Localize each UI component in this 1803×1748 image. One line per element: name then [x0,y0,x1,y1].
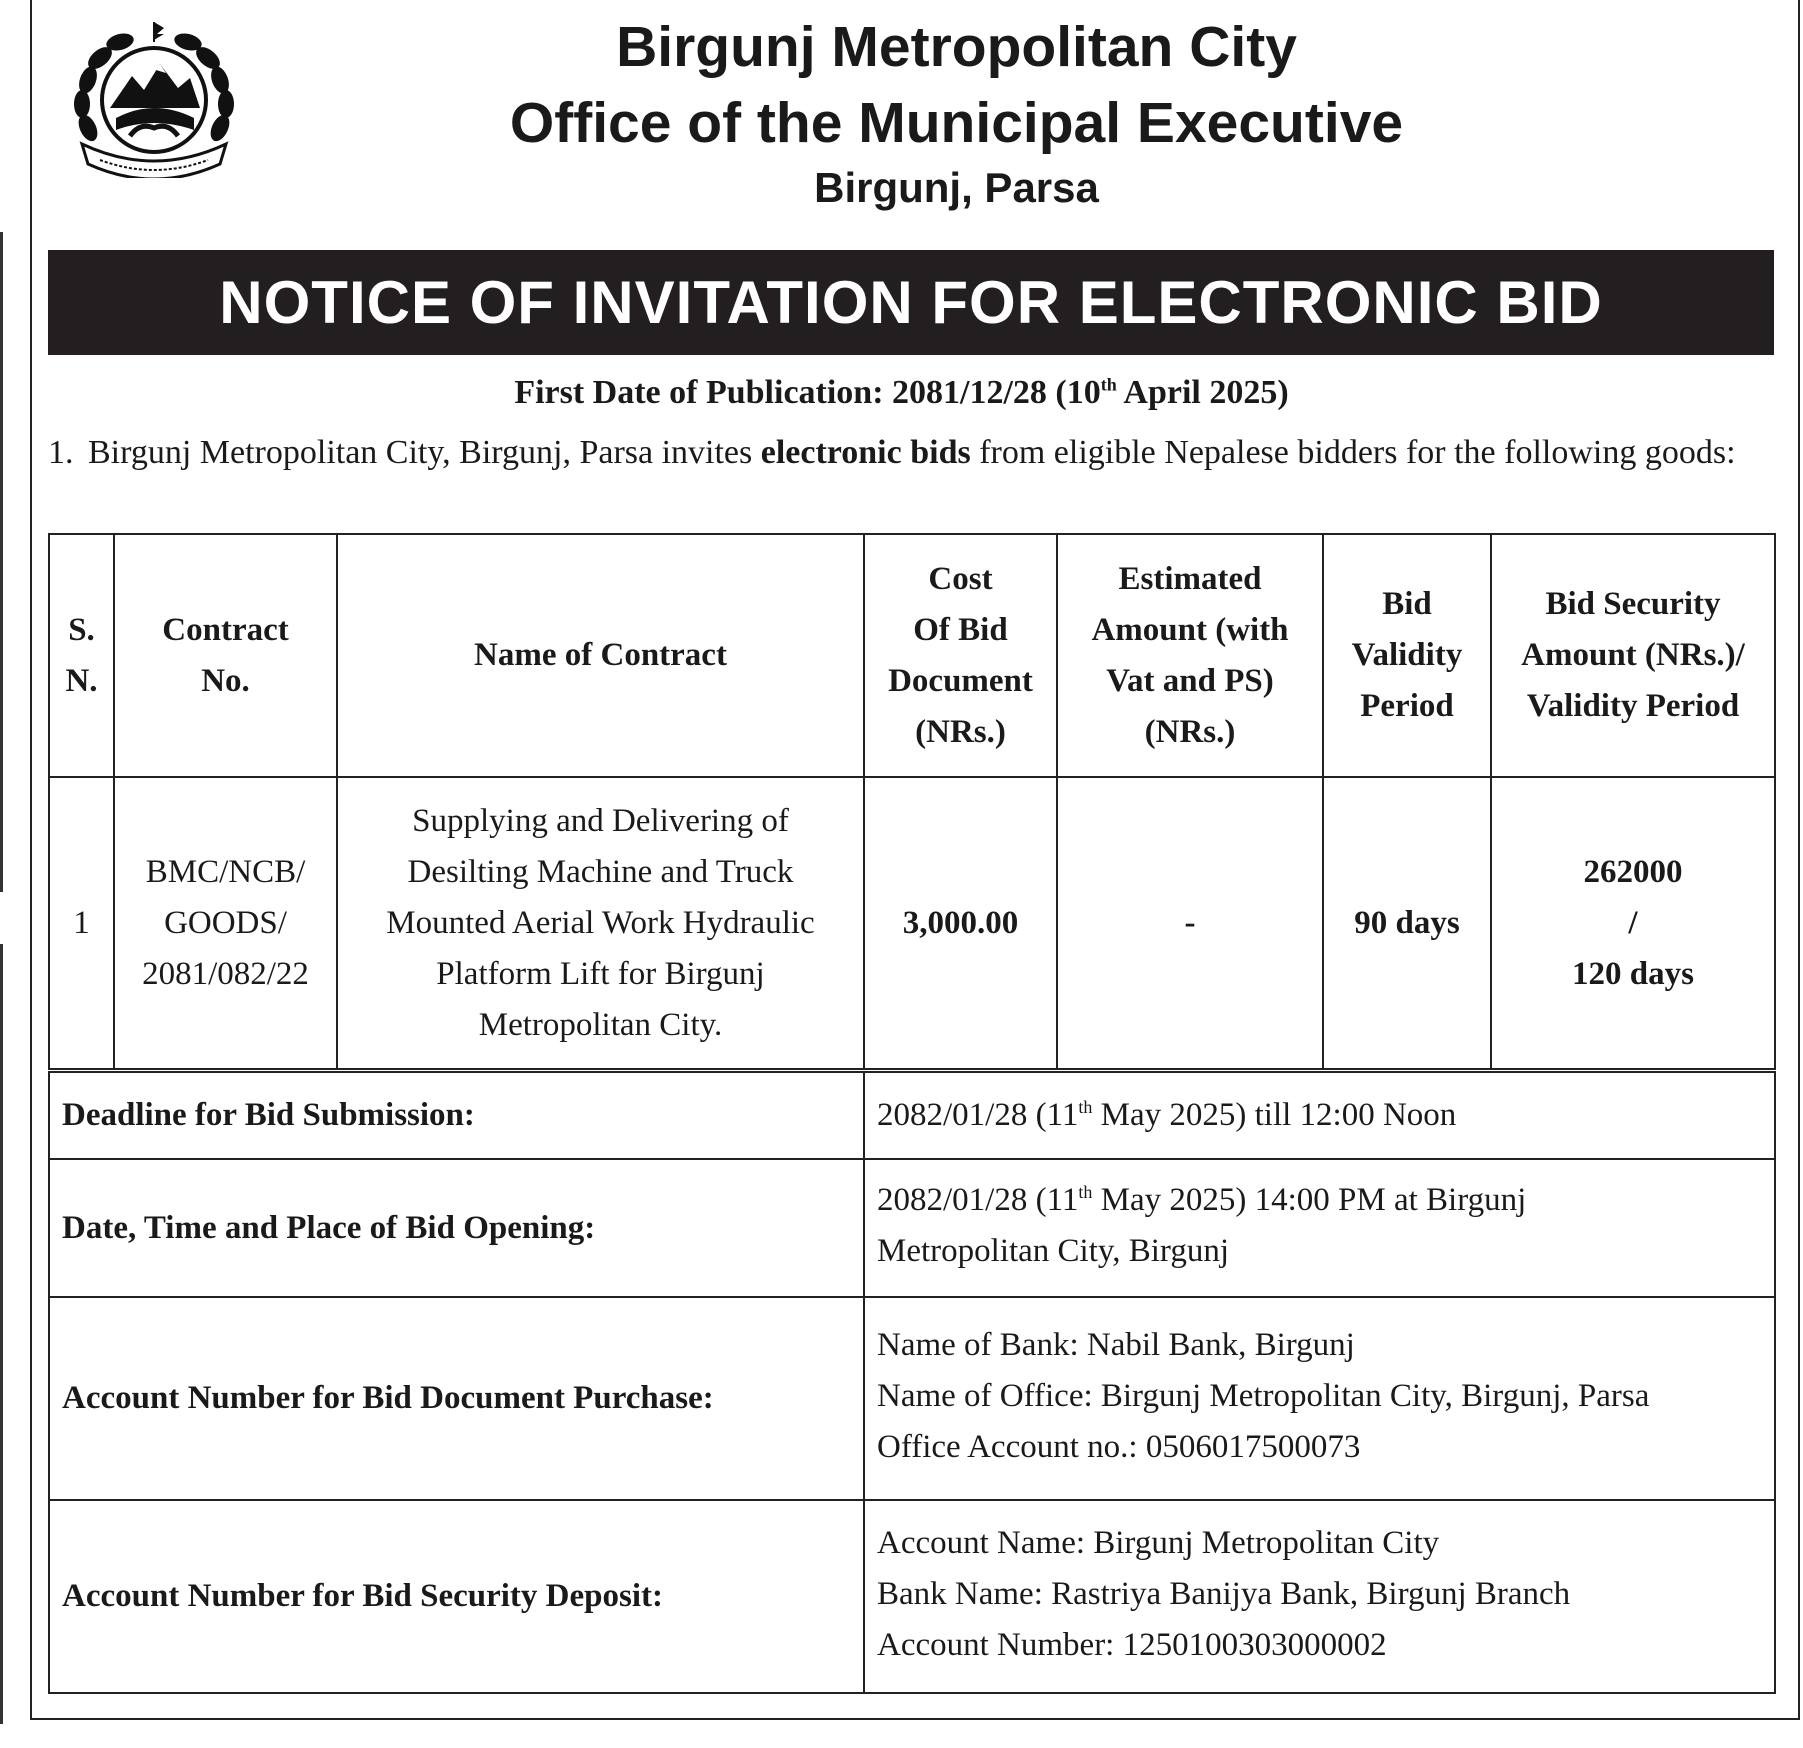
info-row-security-account [49,1500,1775,1693]
opening-label: Date, Time and Place of Bid Opening: [49,1159,864,1297]
bid-info-table [48,1071,1776,1694]
intro-paragraph [48,428,1778,478]
security-account-label: Account Number for Bid Security Deposit: [49,1500,864,1693]
column-edge-top [0,232,3,892]
info-row-opening [49,1159,1775,1297]
deadline-value: 2082/01/28 (11th May 2025) till 12:00 Noon [864,1072,1775,1159]
intro-text-after: from eligible Nepalese bidders for the following goods: [970,434,1736,471]
cell-contract-no: BMC/NCB/ GOODS/ 2081/082/22 [114,777,337,1069]
deadline-label: Deadline for Bid Submission: [49,1072,864,1159]
intro-text-before: Birgunj Metropolitan City, Birgunj, Parsa invites [88,434,761,471]
purchase-account-label: Account Number for Bid Document Purchase: [49,1297,864,1500]
intro-text-bold: electronic bids [760,434,971,471]
publication-date-rest: April 2025) [1116,374,1289,411]
notice-title-banner: NOTICE OF INVITATION FOR ELECTRONIC BID [48,250,1774,355]
bid-table-header-row [49,534,1775,777]
publication-date-label: First Date of Publication: 2081/12/28 (10 [514,374,1101,411]
publication-date-sup: th [1100,374,1117,395]
info-row-deadline [49,1072,1775,1159]
city-name-heading: Birgunj Metropolitan City [616,15,1297,79]
purchase-account-value: Name of Bank: Nabil Bank, Birgunj Name of Office: Birgunj Metropolitan City, Birgunj, Parsa Office Account no.: 0506017500073 [864,1297,1775,1500]
place-heading: Birgunj, Parsa [814,164,1099,211]
security-account-value: Account Name: Birgunj Metropolitan City Bank Name: Rastriya Banijya Bank, Birgunj Branch Account Number: 1250100303000002 [864,1500,1775,1693]
cell-estimated-amount: - [1057,777,1323,1069]
column-edge-bottom [0,944,3,1724]
header-bid-security: Bid Security Amount (NRs.)/ Validity Period [1491,534,1775,777]
header-name-of-contract: Name of Contract [337,534,864,777]
header-sn: S. N. [49,534,114,777]
publication-date [0,374,1803,412]
cell-sn: 1 [49,777,114,1069]
header-contract-no: Contract No. [114,534,337,777]
header-estimated-amount: Estimated Amount (with Vat and PS) (NRs.) [1057,534,1323,777]
office-name-heading: Office of the Municipal Executive [509,91,1404,155]
cell-bid-security: 262000 / 120 days [1491,777,1775,1069]
header-bid-validity-period: Bid Validity Period [1323,534,1491,777]
cell-validity: 90 days [1323,777,1491,1069]
intro-number: 1. [48,434,74,471]
cell-name-of-contract: Supplying and Delivering of Desilting Machine and Truck Mounted Aerial Work Hydraulic Platform Lift for Birgunj Metropolitan City. [337,777,864,1069]
table-row [49,777,1775,1069]
header-cost-of-bid-document: Cost Of Bid Document (NRs.) [864,534,1057,777]
opening-value: 2082/01/28 (11th May 2025) 14:00 PM at Birgunj Metropolitan City, Birgunj [864,1159,1775,1297]
cell-cost: 3,000.00 [864,777,1057,1069]
info-row-purchase-account [49,1297,1775,1500]
bid-table [48,533,1776,1070]
